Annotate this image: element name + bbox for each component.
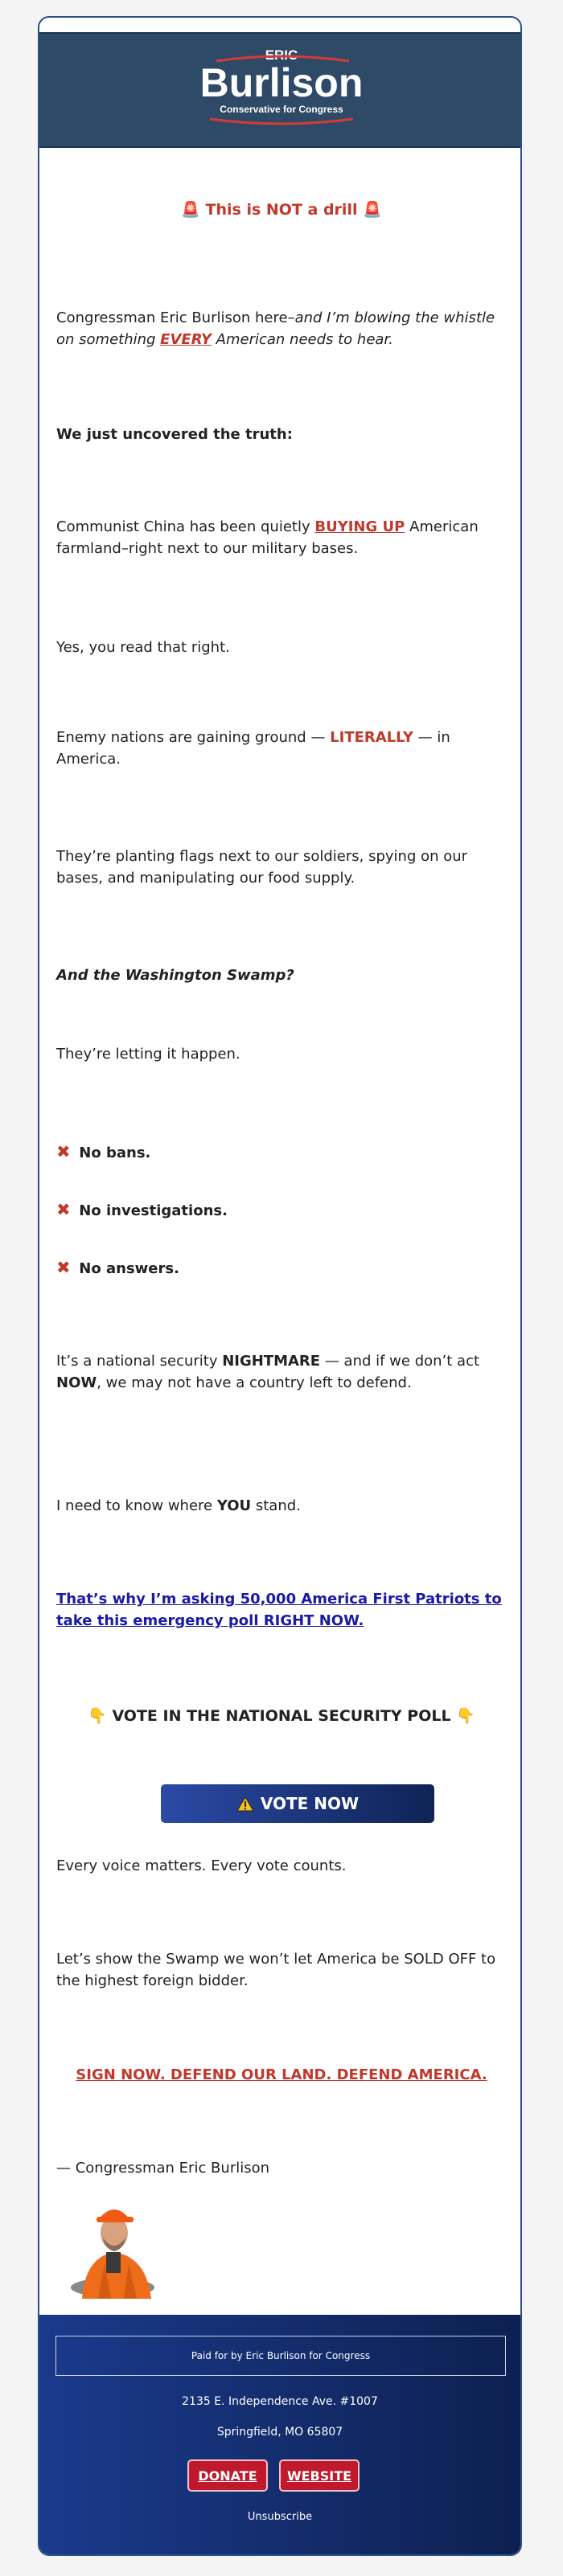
sold-off-paragraph: Let’s show the Swamp we won’t let America be SOLD OFF to the highest foreign bidder.	[56, 1951, 496, 1989]
list-item: ✖ No investigations.	[56, 1200, 228, 1219]
literally-emphasis: LITERALLY	[330, 729, 413, 746]
truth-heading: We just uncovered the truth:	[56, 426, 293, 443]
donate-button[interactable]: DONATE	[187, 2459, 268, 2492]
siren-icon: 🚨	[363, 201, 382, 219]
alert-line	[56, 199, 507, 221]
email-card	[38, 16, 522, 2556]
list-item: ✖ No bans.	[56, 1142, 151, 1161]
pointing-down-icon: 👇	[88, 1707, 107, 1725]
signature: — Congressman Eric Burlison	[56, 2160, 270, 2177]
intro-paragraph: Congressman Eric Burlison here–and I’m blowing the whistle on something EVERY American needs to hear.	[56, 309, 495, 348]
address-line-1: 2135 E. Independence Ave. #1007	[182, 2395, 378, 2408]
campaign-logo	[39, 43, 520, 133]
logo-first-name: ERIC	[265, 47, 298, 63]
swamp-question: And the Washington Swamp?	[56, 967, 294, 984]
every-voice-paragraph: Every voice matters. Every vote counts.	[56, 1857, 347, 1874]
website-button[interactable]: WEBSITE	[279, 2459, 360, 2492]
letting-paragraph: They’re letting it happen.	[56, 1046, 240, 1063]
logo-tagline: Conservative for Congress	[220, 104, 343, 115]
logo-last-name: Burlison	[199, 60, 364, 105]
footer	[39, 2315, 520, 2556]
x-mark-icon: ✖	[56, 1142, 71, 1161]
enemy-paragraph: Enemy nations are gaining ground — LITERALLY — in America.	[56, 729, 450, 768]
sign-now-link[interactable]: SIGN NOW. DEFEND OUR LAND. DEFEND AMERICA.	[76, 2066, 487, 2083]
unsubscribe-link[interactable]: Unsubscribe	[247, 2511, 313, 2523]
flags-paragraph: They’re planting flags next to our soldiers, spying on our bases, and manipulating our food supply.	[56, 848, 468, 887]
every-emphasis: EVERY	[160, 331, 212, 348]
siren-icon: 🚨	[181, 201, 200, 219]
pointing-down-icon: 👇	[456, 1707, 475, 1725]
vote-now-label: VOTE NOW	[260, 1794, 360, 1813]
poll-link[interactable]: That’s why I’m asking 50,000 America First Patriots to take this emergency poll RIGHT NOW.	[56, 1591, 502, 1629]
address-line-2: Springfield, MO 65807	[216, 2426, 343, 2439]
poll-link-paragraph	[56, 1588, 507, 1632]
alert-text: This is NOT a drill	[205, 201, 358, 219]
buying-up-emphasis: BUYING UP	[314, 518, 405, 535]
x-mark-icon: ✖	[56, 1200, 71, 1219]
stand-paragraph: I need to know where YOU stand.	[56, 1497, 301, 1514]
vote-now-button[interactable]	[161, 1784, 434, 1823]
x-mark-icon: ✖	[56, 1258, 71, 1277]
vote-heading: 👇 VOTE IN THE NATIONAL SECURITY POLL 👇	[88, 1707, 475, 1725]
warning-icon	[236, 1787, 254, 1801]
paid-for-disclaimer: Paid for by Eric Burlison for Congress	[55, 2336, 506, 2376]
security-paragraph: It’s a national security NIGHTMARE — and if we don’t act NOW, we may not have a country left to defend.	[56, 1353, 480, 1391]
header-banner	[39, 32, 520, 148]
list-item: ✖ No answers.	[56, 1258, 179, 1277]
china-paragraph: Communist China has been quietly BUYING UP American farmland–right next to our military bases.	[56, 518, 479, 557]
congressman-photo	[56, 2186, 177, 2299]
sign-now-paragraph	[56, 2064, 507, 2086]
read-right-paragraph: Yes, you read that right.	[56, 639, 230, 656]
